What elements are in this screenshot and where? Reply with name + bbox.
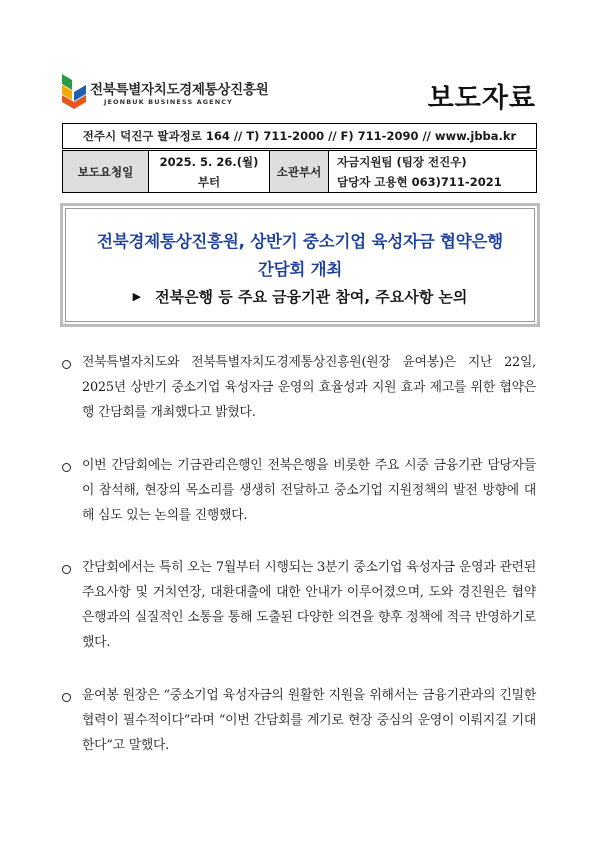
request-date-value: 2025. 5. 26.(월) xyxy=(159,154,259,169)
department-team: 자금지원팀 (팀장 전진우) xyxy=(337,154,467,169)
organization-name: 전북특별자치도경제통상진흥원 xyxy=(90,82,269,98)
document-type-title: 보도자료 xyxy=(427,83,536,114)
agency-logo-icon xyxy=(60,72,90,112)
paragraph-text: 윤여봉 원장은 “중소기업 육성자금의 원활한 지원을 위해서는 금융기관과의 긴밀한 협력이 필수적이다”라며 “이번 간담회를 계기로 현장 중심의 운영이 이뤄지길 기대한다”고 말했다. xyxy=(82,688,536,753)
paragraph-text: 전북특별자치도와 전북특별자치도경제통상진흥원(원장 윤여봉)은 지난 22일, 2025년 상반기 중소기업 육성자금 운영의 효율성과 지원 효과 제고를 위한 협약은행 간담회를 개최했다고 밝혔다. xyxy=(82,355,536,420)
bullet-circle-icon xyxy=(62,565,71,574)
subtitle-text: 전북은행 등 주요 금융기관 참여, 주요사항 논의 xyxy=(155,288,468,306)
bullet-circle-icon xyxy=(62,360,71,369)
paragraph-text: 간담회에서는 특히 오는 7월부터 시행되는 3분기 중소기업 육성자금 운영과 관련된 주요사항 및 거치연장, 대환대출에 대한 안내가 이루어졌으며, 도와 경진원은 협약은행과의 실질적인 소통을 통해 도출된 다양한 의견을 향후 정책에 적극 반영하기로 했다. xyxy=(82,560,536,650)
contact-line: 전주시 덕진구 팔과정로 164 // T) 711-2000 // F) 711-2090 // www.jbba.kr xyxy=(82,129,517,143)
department-cell xyxy=(329,151,537,193)
request-date-suffix: 부터 xyxy=(197,174,221,189)
request-date-label: 보도요청일 xyxy=(63,151,149,193)
triangle-right-icon: ▶ xyxy=(132,290,142,303)
bullet-circle-icon xyxy=(62,463,71,472)
contact-info-bar xyxy=(62,123,537,149)
department-contact: 담당자 고용현 063)711-2021 xyxy=(337,174,502,189)
bullet-circle-icon xyxy=(62,693,71,702)
release-info-table xyxy=(62,150,537,193)
headline-subtitle xyxy=(63,286,537,307)
request-date-cell xyxy=(149,151,270,193)
headline-box xyxy=(60,203,540,327)
headline-line-1: 전북경제통상진흥원, 상반기 중소기업 육성자금 협약은행 xyxy=(97,232,503,251)
page-header xyxy=(60,70,540,120)
organization-name-english: JEONBUK BUSINESS AGENCY xyxy=(104,98,233,106)
department-label: 소관부서 xyxy=(270,151,329,193)
headline-line-2: 간담회 개최 xyxy=(257,260,343,279)
paragraph-text: 이번 간담회에는 기금관리은행인 전북은행을 비롯한 주요 시중 금융기관 담당자들이 참석해, 현장의 목소리를 생생히 전달하고 중소기업 지원정책의 발전 방향에 대해 심도 있는 논의를 진행했다. xyxy=(82,458,536,523)
